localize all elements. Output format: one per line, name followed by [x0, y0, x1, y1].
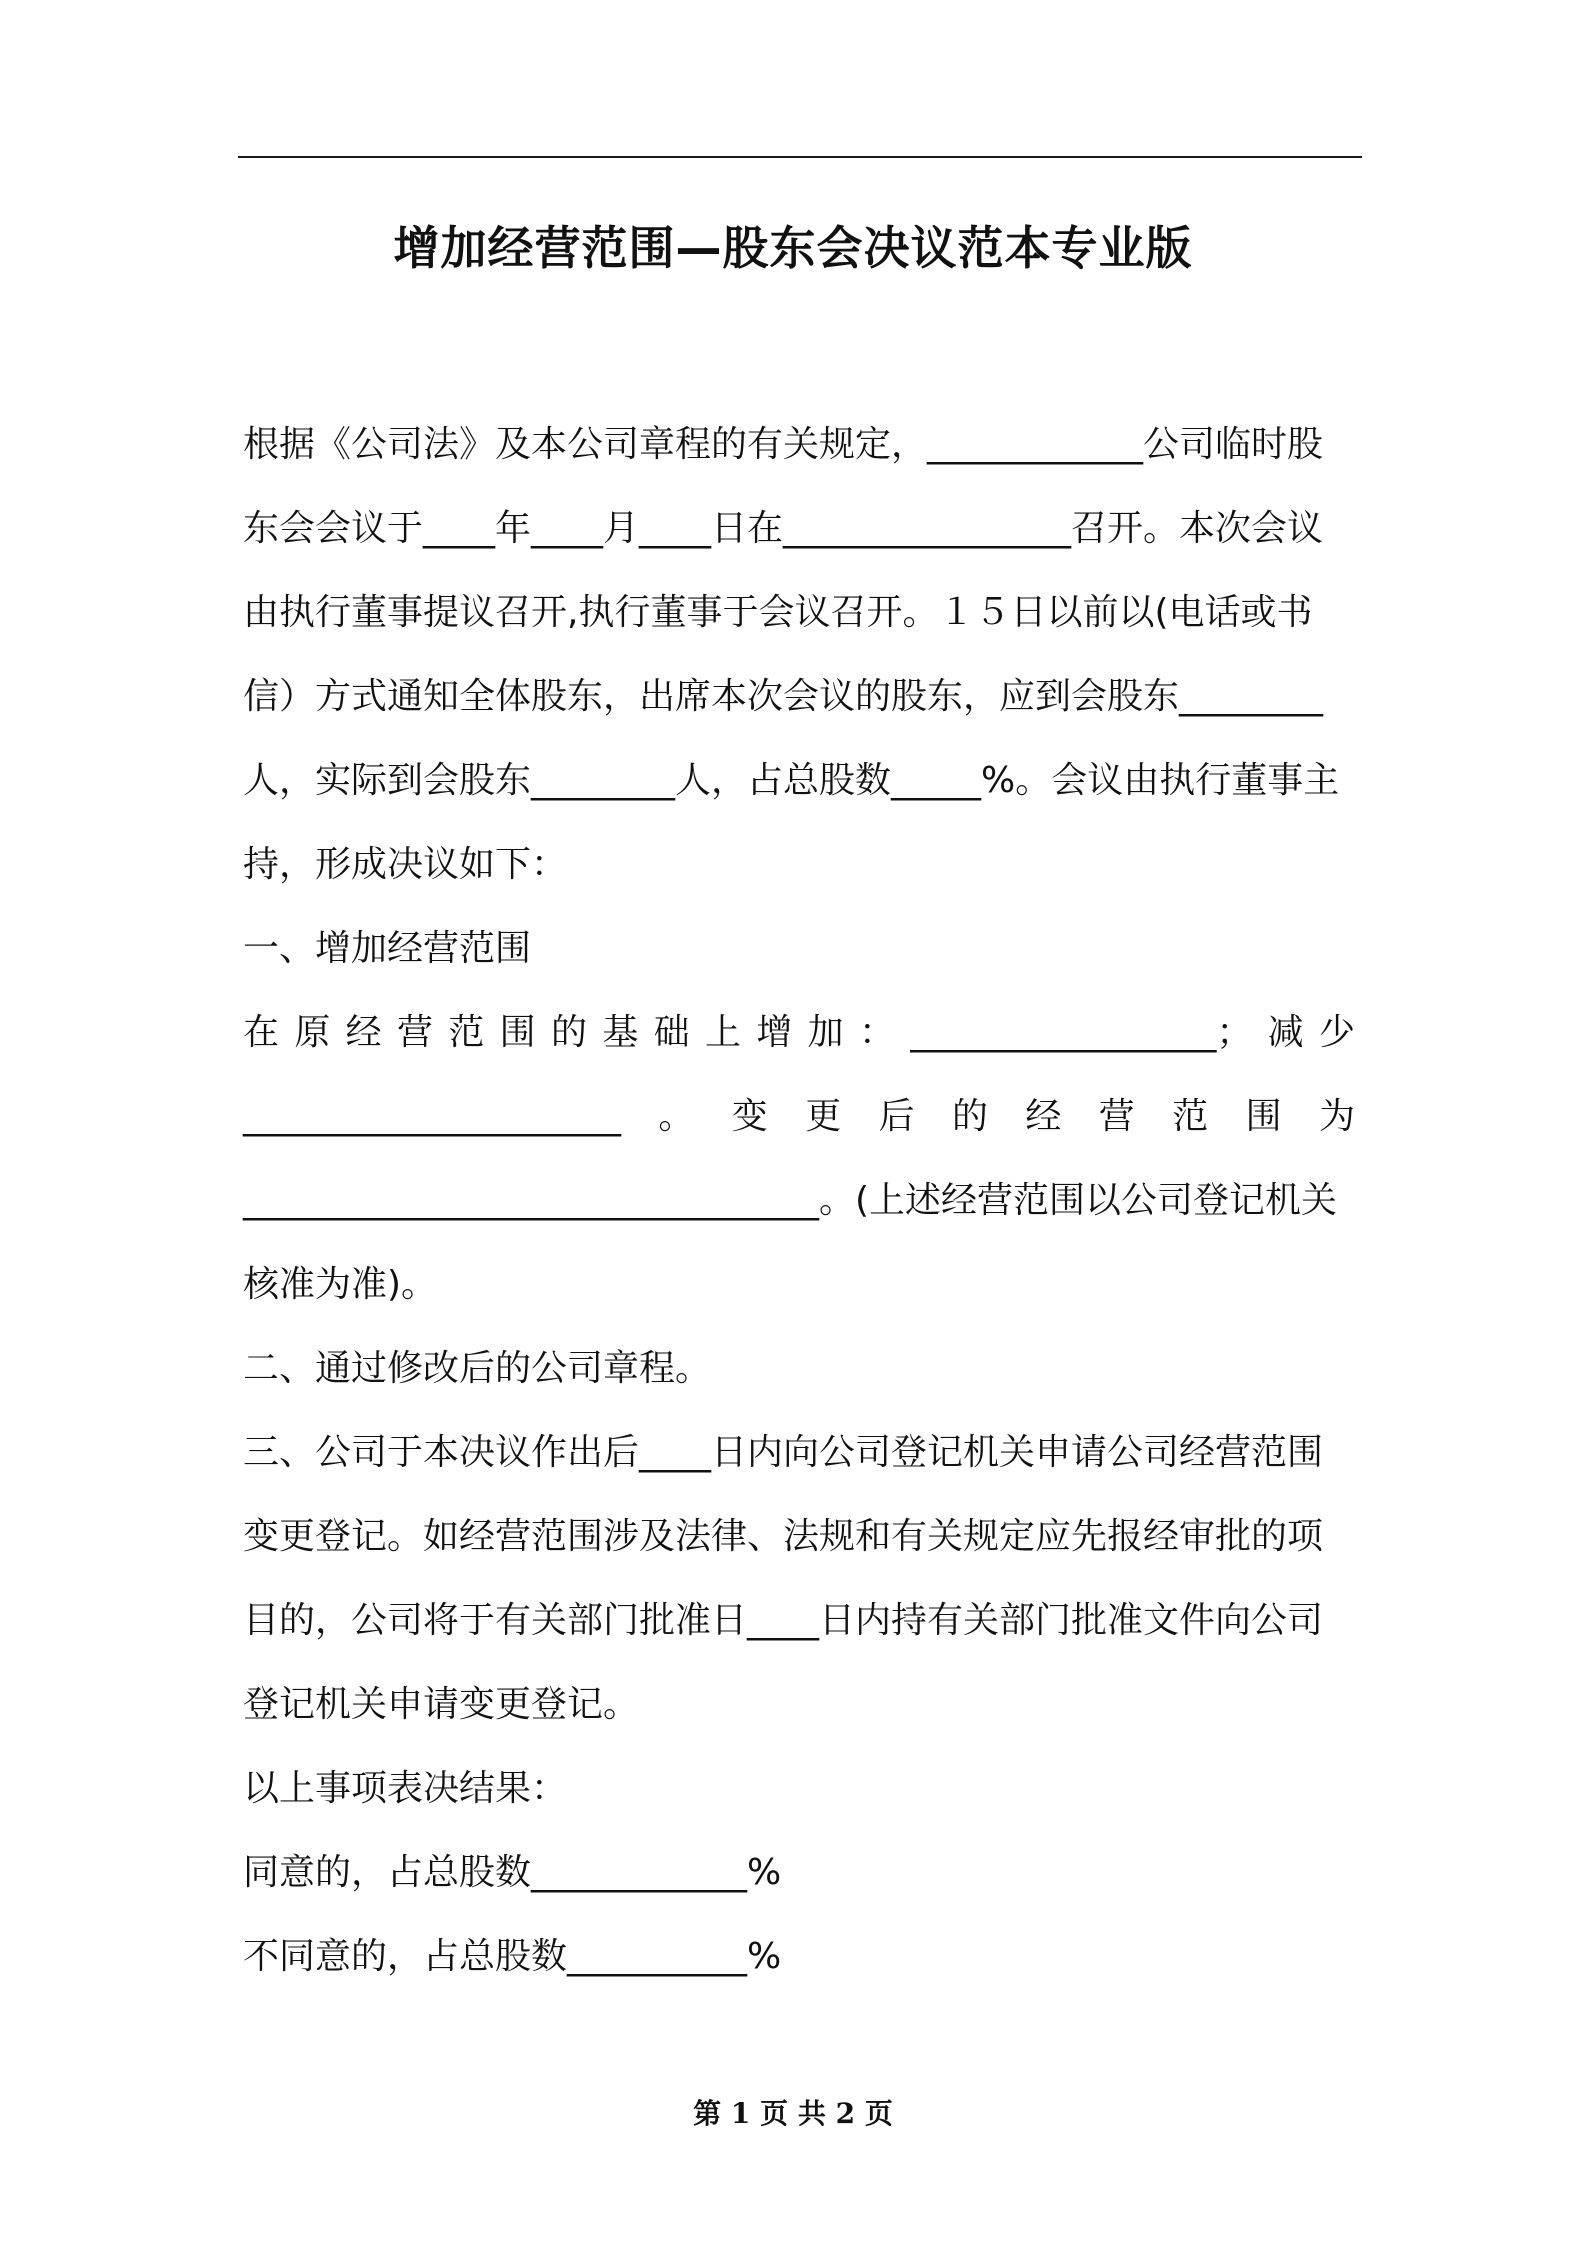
section1-line2: _____________________。变更后的经营范围为 — [243, 1096, 1355, 1137]
section1-line1: 在原经营范围的基础上增加：_________________；减少 — [243, 1012, 1355, 1053]
document-title: 增加经营范围—股东会决议范本专业版 — [393, 221, 1193, 275]
vote-intro: 以上事项表决结果： — [243, 1768, 568, 1809]
header-rule — [238, 156, 1362, 158]
section1-rest: ________________________________。(上述经营范围以公司登记机关核准为准)。 — [243, 1180, 1338, 1305]
section1-heading: 一、增加经营范围 — [243, 928, 532, 969]
page-number: 第 1 页 共 2 页 — [693, 2097, 893, 2130]
vote-disagree-line: 不同意的，占总股数__________% — [243, 1936, 782, 1977]
section3-paragraph: 三、公司于本决议作出后____日内向公司登记机关申请公司经营范围变更登记。如经营范围涉及法律、法规和有关规定应先报经审批的项目的，公司将于有关部门批准日____日内持有关部门批准文件向公司登记机关申请变更登记。 — [243, 1432, 1324, 1725]
section2-paragraph: 二、通过修改后的公司章程。 — [243, 1348, 712, 1389]
vote-agree-line: 同意的，占总股数____________% — [243, 1852, 782, 1893]
document-body — [243, 403, 1355, 1999]
intro-paragraph: 根据《公司法》及本公司章程的有关规定，____________公司临时股东会会议于____年____月____日在________________召开。本次会议由执行董事提议召开,执行董事于会议召开。１５日以前以(电话或书信）方式通知全体股东，出席本次会议的股东，应到会股东________人，实际到会股东________人，占总股数_____%。会议由执行董事主持，形成决议如下： — [243, 424, 1340, 885]
